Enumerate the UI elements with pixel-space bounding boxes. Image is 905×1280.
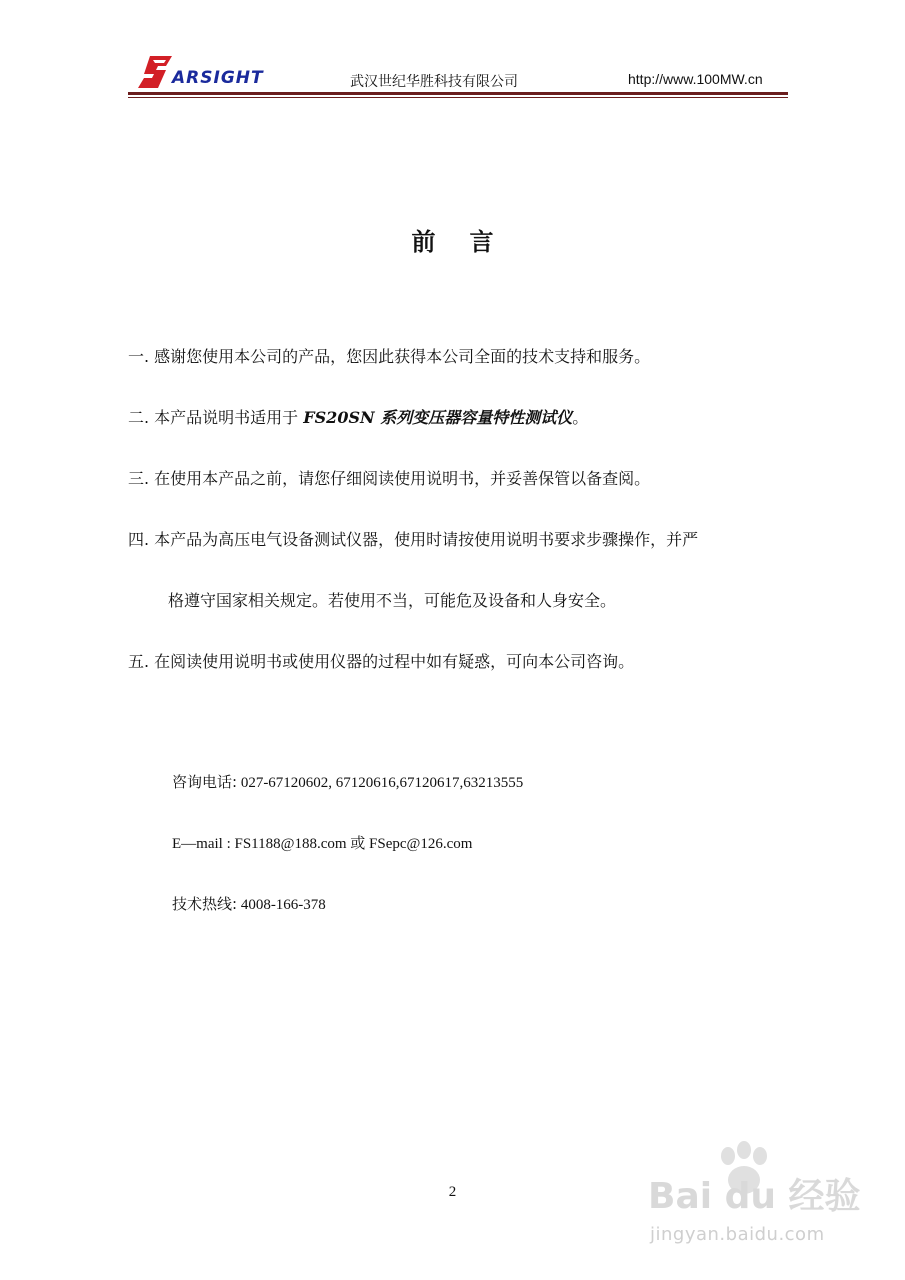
company-url[interactable]: http://www.100MW.cn: [628, 71, 763, 87]
paragraph-2: [128, 407, 588, 429]
paragraph-2-suffix: 。: [572, 408, 589, 427]
paragraph-4: 四. 本产品为高压电气设备测试仪器，使用时请按使用说明书要求步骤操作，并严: [128, 530, 699, 549]
logo-mark-icon: [136, 54, 176, 90]
contact-email: [172, 832, 472, 853]
email-value-1[interactable]: FS1188@188.com: [234, 836, 351, 852]
paragraph-3: 三. 在使用本产品之前，请您仔细阅读使用说明书，并妥善保管以备查阅。: [128, 469, 651, 488]
company-logo: [136, 54, 276, 90]
contact-hotline: [172, 893, 326, 914]
header-rule-thin: [128, 97, 788, 98]
email-or: 或: [350, 834, 366, 852]
email-label: E—mail :: [172, 836, 235, 852]
header-rule-thick: [128, 92, 788, 95]
watermark-site: jingyan.baidu.com: [650, 1224, 825, 1245]
product-model: FS20SN 系列变压器容量特性测试仪: [303, 408, 573, 427]
contact-phone: [172, 771, 523, 792]
email-value-2[interactable]: FSepc@126.com: [365, 836, 473, 852]
page-title: 前言: [411, 228, 528, 256]
paragraph-5: 五. 在阅读使用说明书或使用仪器的过程中如有疑惑，可向本公司咨询。: [128, 652, 635, 671]
baidu-watermark: [640, 1140, 870, 1270]
paragraph-1: 一. 感谢您使用本公司的产品，您因此获得本公司全面的技术支持和服务。: [128, 347, 651, 366]
company-name: 武汉世纪华胜科技有限公司: [350, 74, 518, 90]
logo-text: ARSIGHT: [172, 68, 264, 88]
paragraph-4-continued: 格遵守国家相关规定。若使用不当，可能危及设备和人身安全。: [168, 591, 617, 610]
phone-value: 027-67120602, 67120616,67120617,63213555: [237, 775, 524, 791]
page-header: [128, 50, 788, 100]
hotline-label: 技术热线:: [172, 895, 238, 913]
phone-label: 咨询电话:: [172, 773, 238, 791]
paragraph-2-prefix: 二. 本产品说明书适用于: [128, 408, 304, 427]
hotline-value: 4008-166-378: [237, 897, 326, 913]
page-number: 2: [448, 1184, 457, 1200]
watermark-brand: Bai du 经验: [648, 1176, 861, 1217]
